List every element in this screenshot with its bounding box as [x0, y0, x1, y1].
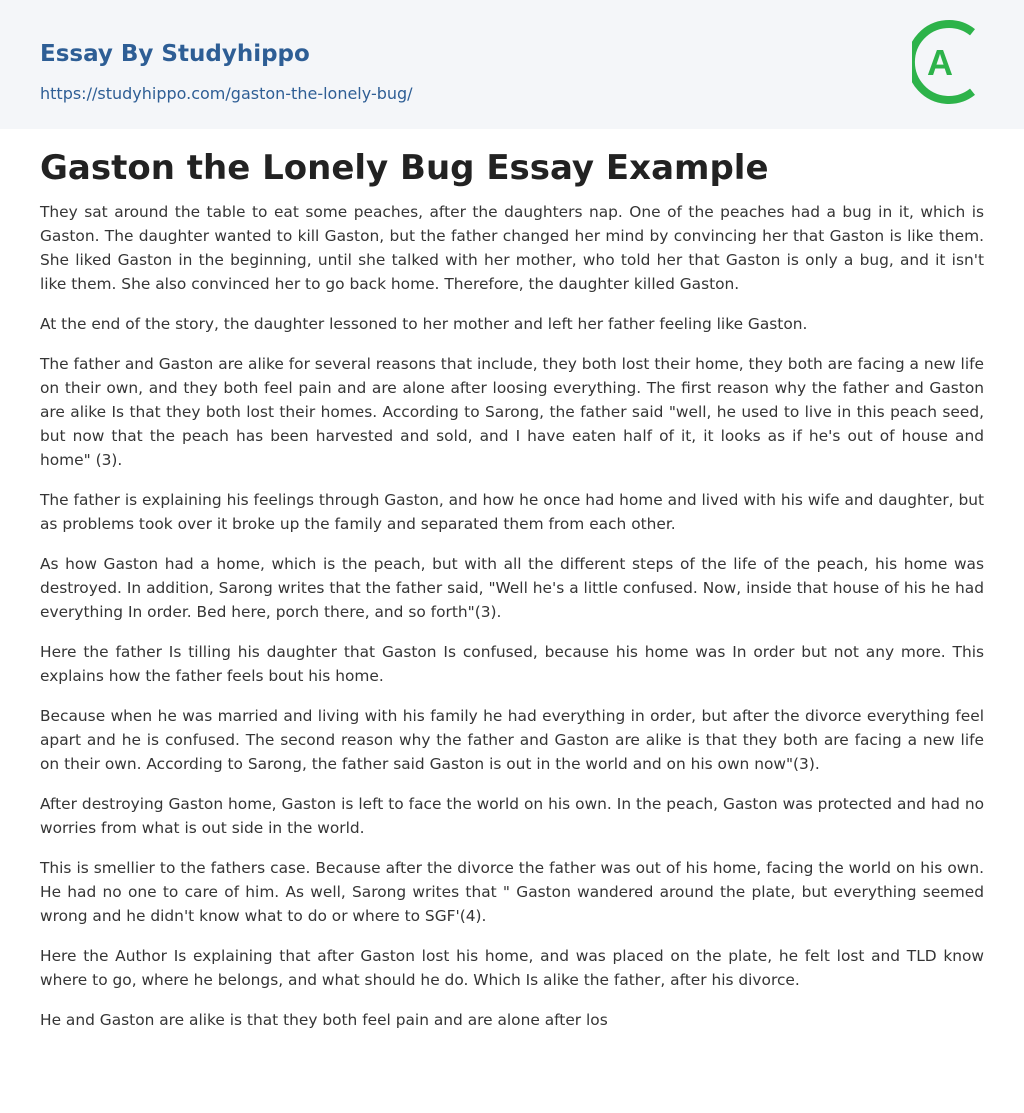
paragraph: As how Gaston had a home, which is the peach, but with all the different steps of the life of the peach, his home was destroyed. In addition, Sarong writes that the father said, "Well he's a little confused. Now, inside that house of his he had everything In order. Bed here, porch there, and so forth"(3).	[40, 555, 984, 621]
paragraph: This is smellier to the fathers case. Because after the divorce the father was out of his home, facing the world on his own. He had no one to care of him. As well, Sarong writes that " Gaston wandered around the plate, but everything seemed wrong and he didn't know what to do or where to SGF'(4).	[40, 859, 984, 925]
page-title: Gaston the Lonely Bug Essay Example	[40, 148, 769, 188]
paragraph: After destroying Gaston home, Gaston is left to face the world on his own. In the peach, Gaston was protected and had no worries from what is out side in the world.	[40, 795, 984, 837]
paragraph: Here the father Is tilling his daughter that Gaston Is confused, because his home was In order but not any more. This explains how the father feels bout his home.	[40, 643, 984, 685]
circle-a-logo-icon[interactable]	[912, 18, 988, 106]
paragraph: They sat around the table to eat some peaches, after the daughters nap. One of the peaches had a bug in it, which is Gaston. The daughter wanted to kill Gaston, but the father changed her mind by convincing her that Gaston is like them. She liked Gaston in the beginning, until she talked with her mother, who told her that Gaston is only a bug, and it isn't like them. She also convinced her to go back home. Therefore, the daughter killed Gaston.	[40, 203, 984, 293]
article-url-link[interactable]: https://studyhippo.com/gaston-the-lonely-bug/	[40, 84, 413, 103]
paragraph: The father is explaining his feelings through Gaston, and how he once had home and lived with his wife and daughter, but as problems took over it broke up the family and separated them from each other.	[40, 491, 984, 533]
paragraph: He and Gaston are alike is that they both feel pain and are alone after los	[40, 1011, 608, 1029]
brand-title[interactable]: Essay By Studyhippo	[40, 41, 310, 67]
paragraph: Here the Author Is explaining that after Gaston lost his home, and was placed on the plate, he felt lost and TLD know where to go, where he belongs, and what should he do. Which Is alike the father, after his divorce.	[40, 947, 984, 989]
article-body	[40, 200, 984, 1048]
paragraph: The father and Gaston are alike for several reasons that include, they both lost their home, they both are facing a new life on their own, and they both feel pain and are alone after loosing everything. The first reason why the father and Gaston are alike Is that they both lost their homes. According to Sarong, the father said "well, he used to live in this peach seed, but now that the peach has been harvested and sold, and I have eaten half of it, it looks as if he's out of house and home" (3).	[40, 355, 984, 469]
paragraph: Because when he was married and living with his family he had everything in order, but after the divorce everything feel apart and he is confused. The second reason why the father and Gaston are alike is that they both are facing a new life on their own. According to Sarong, the father said Gaston is out in the world and on his own now"(3).	[40, 707, 984, 773]
paragraph: At the end of the story, the daughter lessoned to her mother and left her father feeling like Gaston.	[40, 315, 808, 333]
logo-letter: A	[927, 42, 953, 83]
